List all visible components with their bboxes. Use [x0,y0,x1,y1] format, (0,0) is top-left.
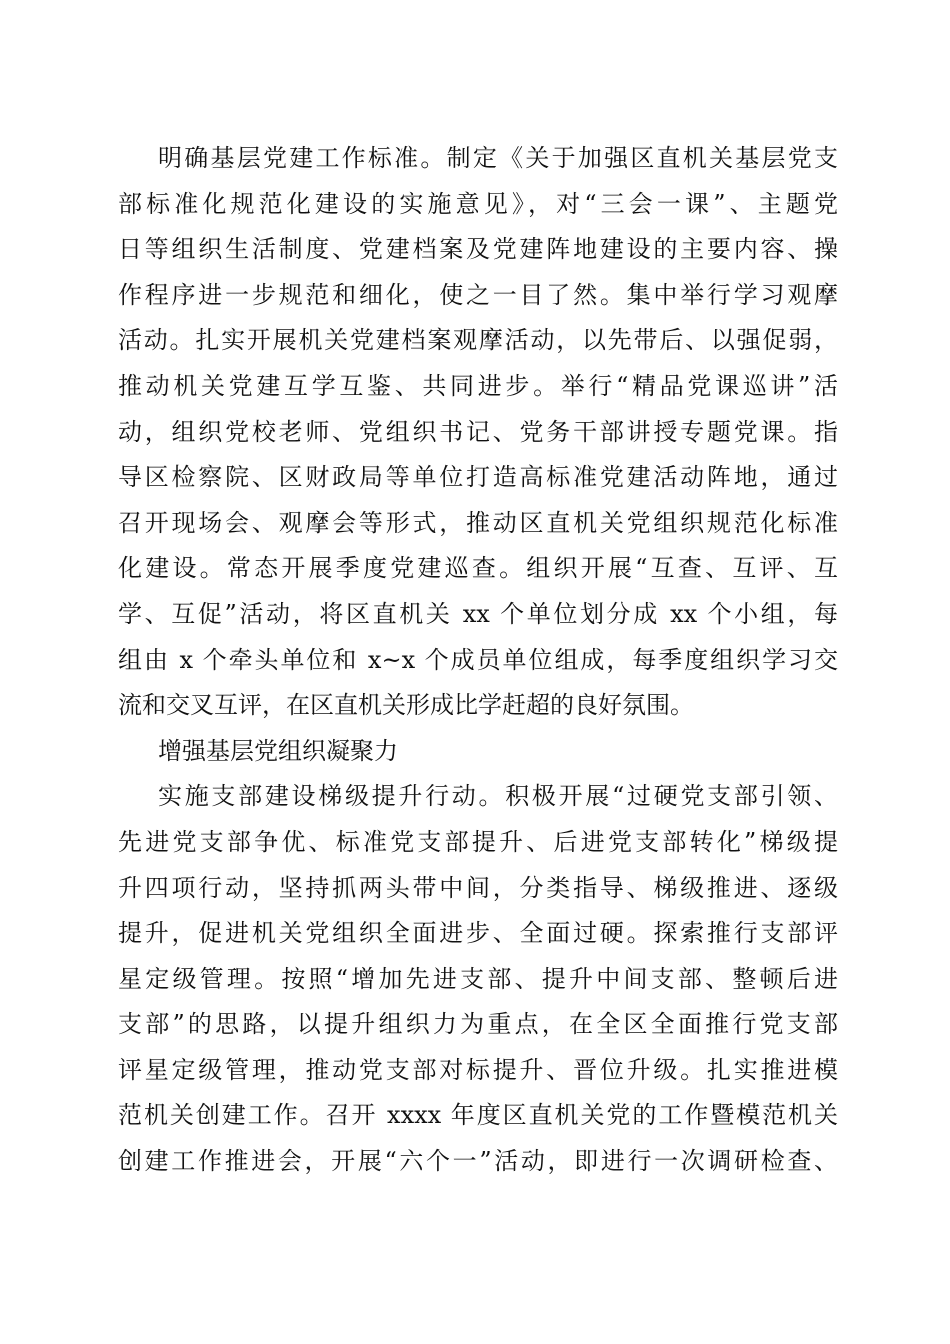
paragraph-1-line-13: 流和交叉互评，在区直机关形成比学赶超的良好氛围。 [118,691,694,720]
paragraph-2-line-8: 范机关创建工作。召开 xxxx 年度区直机关党的工作暨模范机关 [118,1101,838,1130]
section-heading: 增强基层党组织凝聚力 [158,736,398,765]
paragraph-1-line-6: 推动机关党建互学互鉴、共同进步。举行“精品党课巡讲”活 [118,371,838,400]
paragraph-2-line-9: 创建工作推进会，开展“六个一”活动，即进行一次调研检查、 [118,1147,838,1176]
paragraph-2-line-5: 星定级管理。按照“增加先进支部、提升中间支部、整顿后进 [118,964,838,993]
paragraph-2-line-4: 提升，促进机关党组织全面进步、全面过硬。探索推行支部评 [118,919,838,948]
paragraph-1-line-9: 召开现场会、观摩会等形式，推动区直机关党组织规范化标准 [118,508,838,537]
paragraph-2-line-7: 评星定级管理，推动党支部对标提升、晋位升级。扎实推进模 [118,1055,838,1084]
paragraph-1-line-10: 化建设。常态开展季度党建巡查。组织开展“互查、互评、互 [118,554,838,583]
paragraph-2-line-2: 先进党支部争优、标准党支部提升、后进党支部转化”梯级提 [118,827,838,856]
paragraph-2-line-3: 升四项行动，坚持抓两头带中间，分类指导、梯级推进、逐级 [118,873,838,902]
paragraph-1-line-4: 作程序进一步规范和细化，使之一目了然。集中举行学习观摩 [118,280,838,309]
paragraph-1-line-12: 组由 x 个牵头单位和 x~x 个成员单位组成，每季度组织学习交 [118,645,838,674]
paragraph-1-line-7: 动，组织党校老师、党组织书记、党务干部讲授专题党课。指 [118,417,838,446]
paragraph-1-line-5: 活动。扎实开展机关党建档案观摩活动，以先带后、以强促弱， [118,326,838,355]
paragraph-1-line-8: 导区检察院、区财政局等单位打造高标准党建活动阵地，通过 [118,463,838,492]
paragraph-1-line-3: 日等组织生活制度、党建档案及党建阵地建设的主要内容、操 [118,235,838,264]
document-page [118,136,838,1185]
paragraph-1-line-11: 学、互促”活动，将区直机关 xx 个单位划分成 xx 个小组，每 [118,599,838,628]
paragraph-2-line-6: 支部”的思路，以提升组织力为重点，在全区全面推行党支部 [118,1010,838,1039]
paragraph-1-line-2: 部标准化规范化建设的实施意见》，对“三会一课”、主题党 [118,189,838,218]
paragraph-1-line-1: 明确基层党建工作标准。制定《关于加强区直机关基层党支 [158,144,838,172]
paragraph-2-line-1: 实施支部建设梯级提升行动。积极开展“过硬党支部引领、 [158,782,838,811]
